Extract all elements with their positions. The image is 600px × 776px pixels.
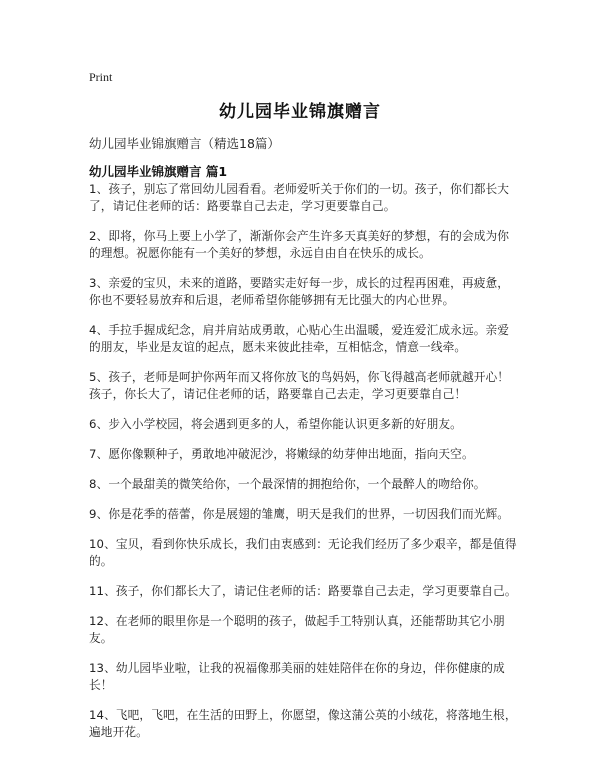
message-list — [89, 181, 519, 754]
list-item: 1、孩子，别忘了常回幼儿园看看。老师爱听关于你们的一切。孩子，你们都长大了，请记住老师的话：路要靠自己去走，学习更要靠自己。 — [89, 182, 510, 213]
page-title: 幼儿园毕业锦旗赠言 — [219, 102, 381, 122]
list-item: 10、宝贝，看到你快乐成长，我们由衷感到：无论我们经历了多少艰辛，都是值得的。 — [89, 537, 517, 568]
section-heading: 幼儿园毕业锦旗赠言 篇1 — [89, 164, 228, 179]
list-item: 12、在老师的眼里你是一个聪明的孩子，做起手工特别认真，还能帮助其它小朋友。 — [89, 614, 505, 645]
list-item: 9、你是花季的蓓蕾，你是展翅的雏鹰，明天是我们的世界，一切因我们而光辉。 — [89, 507, 510, 521]
document-subtitle: 幼儿园毕业锦旗赠言（精选18篇） — [89, 136, 280, 151]
list-item: 14、飞吧，飞吧，在生活的田野上，你愿望，像这蒲公英的小绒花，将落地生根，遍地开花。 — [89, 708, 517, 739]
list-item: 5、孩子，老师是呵护你两年而又将你放飞的鸟妈妈，你飞得越高老师就越开心！孩子，你长大了，请记住老师的话，路要靠自己去走，学习更要靠自己！ — [89, 370, 510, 401]
list-item: 11、孩子，你们都长大了，请记住老师的话：路要靠自己去走，学习更要靠自己。 — [89, 584, 517, 598]
list-item: 2、即将，你马上要上小学了，渐渐你会产生许多天真美好的梦想，有的会成为你的理想。祝愿你能有一个美好的梦想，永远自由自在快乐的成长。 — [89, 229, 510, 260]
list-item: 7、愿你像颗种子，勇敢地冲破泥沙，将嫩绿的幼芽伸出地面，指向天空。 — [89, 447, 474, 461]
list-item: 4、手拉手握成纪念，肩并肩站成勇敢，心贴心生出温暖，爱连爱汇成永远。亲爱的朋友，毕业是友谊的起点，愿未来彼此挂牵，互相惦念，情意一线牵。 — [89, 323, 510, 354]
list-item: 3、亲爱的宝贝，未来的道路，要踏实走好每一步，成长的过程再困难，再疲惫，你也不要轻易放弃和后退，老师希望你能够拥有无比强大的内心世界。 — [89, 276, 510, 307]
print-link[interactable]: Print — [89, 70, 113, 84]
list-item: 8、一个最甜美的微笑给你，一个最深情的拥抱给你，一个最醉人的吻给你。 — [89, 477, 486, 491]
list-item: 6、步入小学校园，将会遇到更多的人，希望你能认识更多新的好朋友。 — [89, 417, 462, 431]
list-item: 13、幼儿园毕业啦，让我的祝福像那美丽的娃娃陪伴在你的身边，伴你健康的成长！ — [89, 661, 505, 692]
